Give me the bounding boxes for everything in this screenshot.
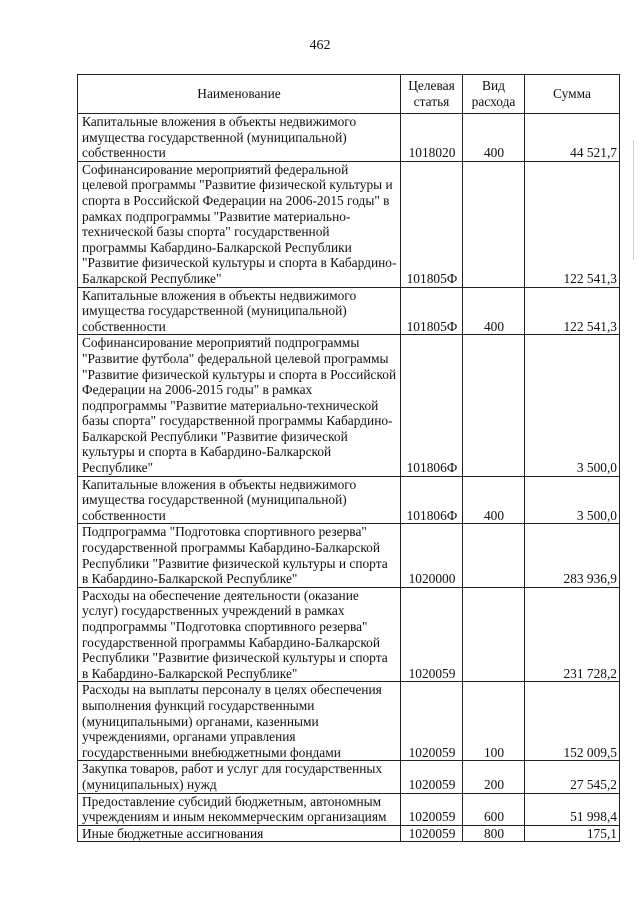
table-row <box>78 587 620 682</box>
row-kind: 600 <box>463 793 525 825</box>
row-sum: 3 500,0 <box>525 335 620 476</box>
row-sum: 283 936,9 <box>525 524 620 587</box>
row-sum: 122 541,3 <box>525 287 620 335</box>
row-kind: 400 <box>463 287 525 335</box>
row-kind <box>463 335 525 476</box>
row-kind <box>463 587 525 682</box>
row-target: 1020059 <box>401 682 463 761</box>
row-target: 1020059 <box>401 587 463 682</box>
row-sum: 44 521,7 <box>525 114 620 162</box>
row-target: 1020059 <box>401 761 463 793</box>
header-target <box>401 75 463 114</box>
row-target: 1020059 <box>401 793 463 825</box>
row-sum: 3 500,0 <box>525 476 620 524</box>
row-sum: 231 728,2 <box>525 587 620 682</box>
row-name: Закупка товаров, работ и услуг для государственных (муниципальных) нужд <box>78 761 401 793</box>
row-target: 101806Ф <box>401 476 463 524</box>
table-row <box>78 682 620 761</box>
row-kind <box>463 524 525 587</box>
table-row <box>78 793 620 825</box>
row-sum: 152 009,5 <box>525 682 620 761</box>
header-name <box>78 75 401 114</box>
budget-table <box>77 74 620 842</box>
header-kind-line1: Вид <box>482 78 505 94</box>
row-target: 101805Ф <box>401 161 463 287</box>
row-kind <box>463 161 525 287</box>
row-sum: 175,1 <box>525 825 620 842</box>
row-target: 1018020 <box>401 114 463 162</box>
table-row <box>78 335 620 476</box>
scan-edge-mark <box>633 140 634 260</box>
header-sum <box>525 75 620 114</box>
row-name: Капитальные вложения в объекты недвижимого имущества государственной (муниципальной) собственности <box>78 114 401 162</box>
row-kind: 200 <box>463 761 525 793</box>
row-target: 101806Ф <box>401 335 463 476</box>
header-kind-line2: расхода <box>471 94 516 109</box>
row-name: Расходы на выплаты персоналу в целях обеспечения выполнения функций государственными (муниципальными) органами, казенными учреждениями, органами управления государственными внебюджетными фондами <box>78 682 401 761</box>
row-target: 1020059 <box>401 825 463 842</box>
header-sum-label: Сумма <box>553 86 591 102</box>
row-name: Иные бюджетные ассигнования <box>78 825 401 842</box>
table-row <box>78 476 620 524</box>
row-kind: 100 <box>463 682 525 761</box>
row-target: 1020000 <box>401 524 463 587</box>
table-row <box>78 287 620 335</box>
header-kind <box>463 75 525 114</box>
table-row <box>78 524 620 587</box>
row-kind: 400 <box>463 476 525 524</box>
row-target: 101805Ф <box>401 287 463 335</box>
header-name-label: Наименование <box>197 86 281 102</box>
table-body <box>78 114 620 842</box>
row-sum: 122 541,3 <box>525 161 620 287</box>
row-name: Предоставление субсидий бюджетным, автономным учреждениям и иным некоммерческим организациям <box>78 793 401 825</box>
header-target-line2: статья <box>413 94 450 109</box>
row-kind: 800 <box>463 825 525 842</box>
row-name: Подпрограмма "Подготовка спортивного резерва" государственной программы Кабардино-Балкарской Республики "Развитие физической культуры и спорта в Кабардино-Балкарской Республике" <box>78 524 401 587</box>
row-name: Капитальные вложения в объекты недвижимого имущества государственной (муниципальной) собственности <box>78 287 401 335</box>
row-name: Расходы на обеспечение деятельности (оказание услуг) государственных учреждений в рамках подпрограммы "Подготовка спортивного резерва" государственной программы Кабардино-Балкарской Республики "Развитие физической культуры и спорта в Кабардино-Балкарской Республике" <box>78 587 401 682</box>
row-sum: 51 998,4 <box>525 793 620 825</box>
header-target-line1: Целевая <box>408 78 455 94</box>
row-kind: 400 <box>463 114 525 162</box>
row-name: Капитальные вложения в объекты недвижимого имущества государственной (муниципальной) собственности <box>78 476 401 524</box>
table-row <box>78 825 620 842</box>
row-sum: 27 545,2 <box>525 761 620 793</box>
table-row <box>78 161 620 287</box>
table-row <box>78 114 620 162</box>
row-name: Софинансирование мероприятий федеральной целевой программы "Развитие физической культуры и спорта в Российской Федерации на 2006-2015 годы" в рамках подпрограммы "Развитие материально-технической базы спорта" государственной программы Кабардино-Балкарской Республики "Развитие физической культуры и спорта в Кабардино-Балкарской Республике" <box>78 161 401 287</box>
table-header <box>78 75 620 114</box>
row-name: Софинансирование мероприятий подпрограммы "Развитие футбола" федеральной целевой программы "Развитие физической культуры и спорта в Российской Федерации на 2006-2015 годы" в рамках подпрограммы "Развитие материально-технической базы спорта" государственной программы Кабардино-Балкарской Республики "Развитие физической культуры и спорта в Кабардино-Балкарской Республике" <box>78 335 401 476</box>
table-row <box>78 761 620 793</box>
header-row <box>78 75 620 114</box>
page-number: 462 <box>309 38 331 53</box>
